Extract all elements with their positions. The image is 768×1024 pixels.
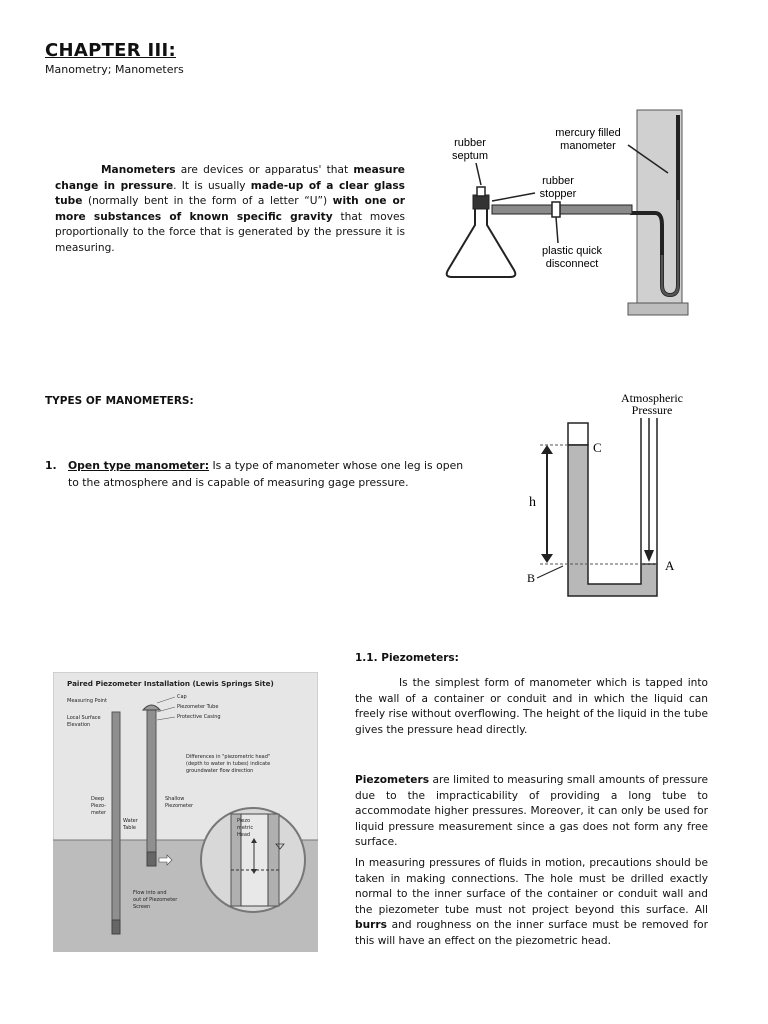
open-type-text: Is a type of manometer whose one leg is open to the atmosphere and is capable of measuring gage pressure. xyxy=(68,459,464,489)
rubber-septum xyxy=(477,187,485,196)
fig3-water-table-2: Table xyxy=(123,825,136,831)
item-number: 1. xyxy=(45,459,57,472)
fig3-piezometer-tube: Piezometer Tube xyxy=(177,704,219,710)
fig3-local-surface-2: Elevation xyxy=(67,722,91,728)
label-septum-1: rubber xyxy=(454,137,486,149)
term-measure-change: measure change in pressure xyxy=(55,164,405,192)
open-type-item xyxy=(45,457,475,491)
term-manometers: Manometers xyxy=(101,164,176,176)
fig3-difference-3: groundwater flow direction xyxy=(186,768,254,774)
figure-open-manometer xyxy=(505,388,720,603)
quick-disconnect xyxy=(552,202,560,217)
label-mercury-2: manometer xyxy=(560,140,616,152)
term-open-type: Open type manometer: xyxy=(68,459,210,472)
term-specific-gravity: with one or more substances of known specific gravity xyxy=(55,195,405,223)
fig3-measuring-point: Measuring Point xyxy=(67,698,108,704)
manometer-fluid xyxy=(568,445,657,596)
intro-text-4: that moves proportionally to the force that is generated by the pressure it is measuring. xyxy=(55,210,405,254)
rubber-stopper xyxy=(473,195,489,209)
fig3-piezo-head-1: Piezo xyxy=(237,818,251,824)
tube-left-open xyxy=(568,423,588,445)
fig3-water-table-1: Water xyxy=(123,818,138,824)
chapter-title: CHAPTER III: xyxy=(45,40,176,61)
term-glass-tube: made-up of a clear glass tube xyxy=(55,179,405,207)
h-arrow-up-icon xyxy=(541,445,553,454)
label-c: C xyxy=(593,440,602,455)
p3-text-a: In measuring pressures of fluids in motion, precautions should be taken in making connections. The hole must be drilled exactly normal to the inner surface of the container or conduit wall and the piezometer tube must not project beyond this surface. All xyxy=(355,857,708,916)
fig3-flow-2: out of Piezometer xyxy=(133,897,178,903)
fig3-deep-2: Piezo- xyxy=(91,803,106,809)
label-quick-1: plastic quick xyxy=(542,245,602,257)
deep-piezometer xyxy=(112,712,120,927)
fig3-protective-casing: Protective Casing xyxy=(177,714,221,720)
figure-paired-piezometer xyxy=(53,672,318,952)
label-h: h xyxy=(529,495,536,510)
fig3-flow-3: Screen xyxy=(133,904,151,910)
term-piezometers: Piezometers xyxy=(355,774,430,786)
piezometers-heading: 1.1. Piezometers: xyxy=(355,652,459,664)
types-heading: TYPES OF MANOMETERS: xyxy=(45,395,194,407)
fig3-local-surface-1: Local Surface xyxy=(67,715,101,721)
label-pressure: Pressure xyxy=(631,403,673,417)
label-stopper-2: stopper xyxy=(539,188,577,200)
label-quick-2: disconnect xyxy=(545,258,599,270)
fig3-piezo-head-3: Head xyxy=(237,832,251,838)
intro-paragraph xyxy=(55,163,405,256)
intro-text-2: . It is usually xyxy=(173,179,251,192)
intro-text-1: are devices or apparatus' that xyxy=(175,164,354,176)
label-septum-2: septum xyxy=(451,150,489,162)
fig3-shallow-2: Piezometer xyxy=(165,803,194,809)
h-arrow-down-icon xyxy=(541,554,553,563)
rubber-hose xyxy=(492,205,632,214)
atmospheric-arrow-icon xyxy=(644,550,654,562)
fig3-title: Paired Piezometer Installation (Lewis Springs Site) xyxy=(67,679,274,688)
shallow-piezometer xyxy=(147,710,156,865)
label-stopper-1: rubber xyxy=(542,175,574,187)
fig3-piezo-head-2: metric xyxy=(237,825,254,831)
figure-flask-manometer xyxy=(440,105,710,320)
label-b: B xyxy=(527,571,536,585)
p2-text: are limited to measuring small amounts of pressure due to the impracticability of providing a long tube to accommodate higher pressures. Moreover, it can only be used for liquid pressure measurement since a gas does not form any free surface. xyxy=(355,774,708,848)
p3-text-b: and roughness on the inner surface must be removed for this will have an effect on the piezometric head. xyxy=(355,919,708,947)
term-burrs: burrs xyxy=(355,919,387,931)
fig3-deep-3: meter xyxy=(91,810,107,816)
fig3-shallow-1: Shallow xyxy=(165,796,185,802)
intro-text-3: (normally bent in the form of a letter “U”) xyxy=(82,195,333,207)
fig3-cap: Cap xyxy=(177,694,187,700)
label-a: A xyxy=(665,558,675,573)
piezometers-paragraph-2 xyxy=(355,773,708,851)
piezometers-paragraph-1: Is the simplest form of manometer which is tapped into the wall of a container or conduit and in which the liquid can freely rise without overflowing. The height of the liquid in the tube gives the pressure head directly. xyxy=(355,677,708,736)
label-mercury-1: mercury filled xyxy=(555,127,621,139)
label-atmospheric: Atmospheric xyxy=(621,391,683,405)
fig3-difference-1: Differences in "piezometric head" xyxy=(186,754,271,760)
chapter-subtitle: Manometry; Manometers xyxy=(45,63,184,76)
piezometers-paragraph-3 xyxy=(355,856,708,949)
open-type-body xyxy=(68,457,475,491)
fig3-flow-1: Flow into and xyxy=(133,890,167,896)
fig3-deep-1: Deep xyxy=(91,796,105,802)
fig3-difference-2: (depth to water in tubes) indicate xyxy=(186,761,271,767)
